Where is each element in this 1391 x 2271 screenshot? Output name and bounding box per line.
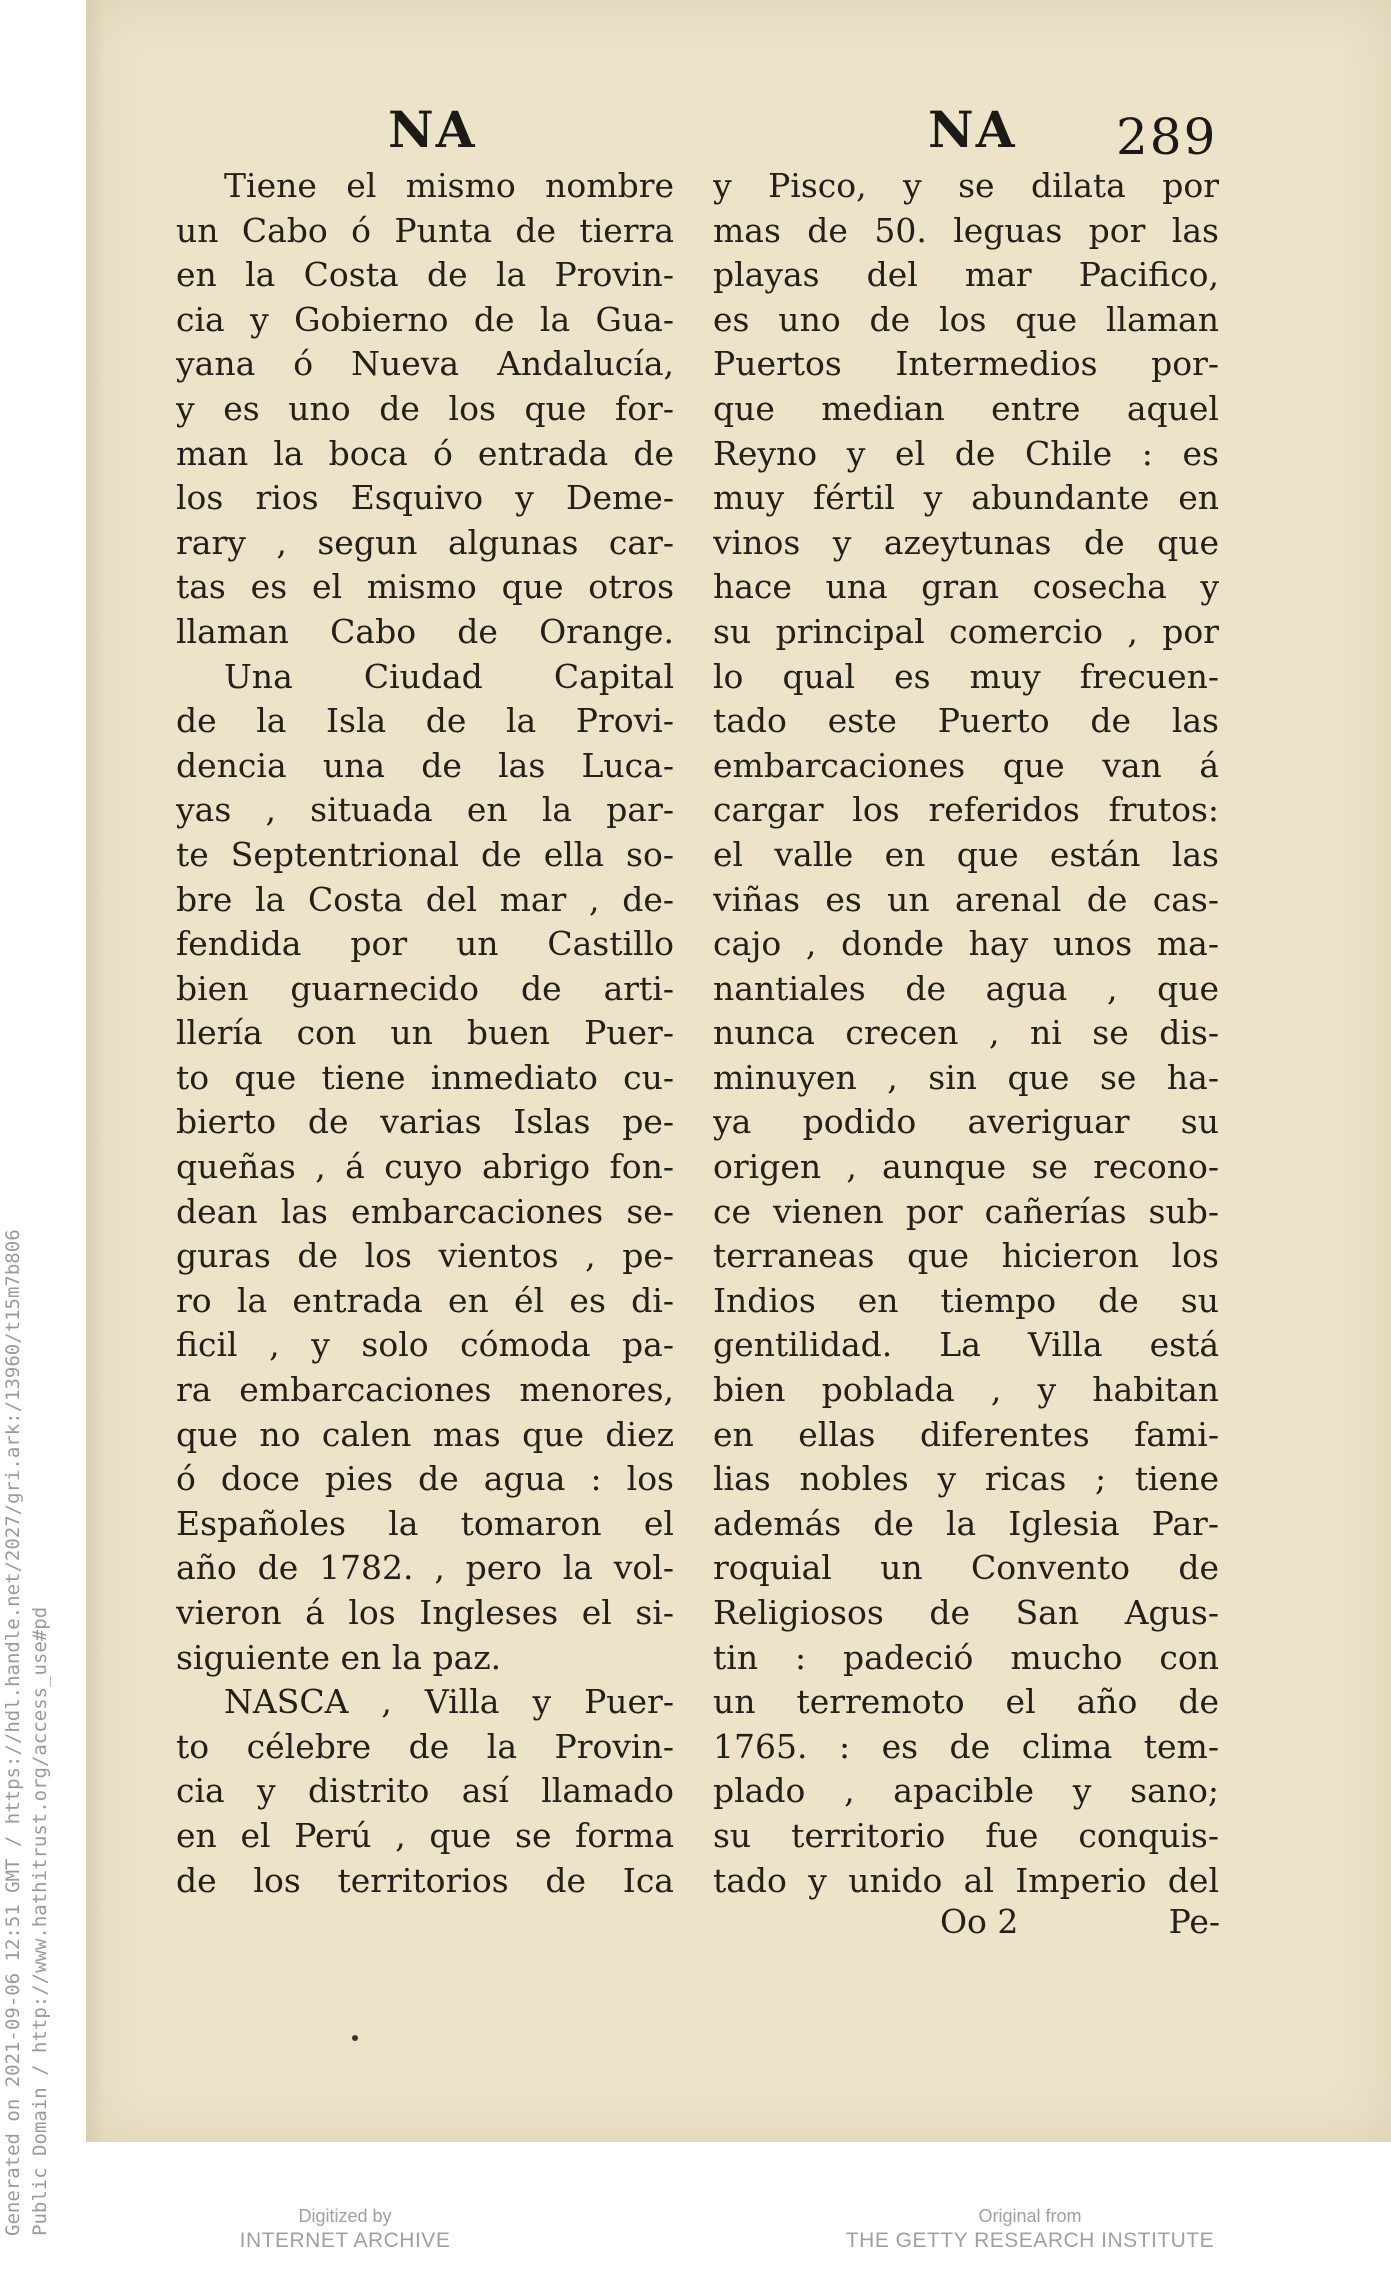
text-line: bien guarnecido de arti- — [176, 968, 674, 1008]
text-line: cargar los referidos frutos: — [713, 790, 1219, 830]
text-line: dencia una de las Luca- — [176, 745, 674, 785]
text-line: Puertos Intermedios por- — [713, 344, 1219, 384]
text-line: roquial un Convento de — [713, 1548, 1219, 1588]
text-line: llaman Cabo de Orange. — [176, 611, 674, 651]
text-line: vinos y azeytunas de que — [713, 522, 1219, 562]
text-line: en ellas diferentes fami- — [713, 1414, 1219, 1454]
text-line: que median entre aquel — [713, 388, 1219, 428]
text-line: nantiales de agua , que — [713, 968, 1219, 1008]
text-line: ficil , y solo cómoda pa- — [176, 1325, 674, 1365]
text-line: lias nobles y ricas ; tiene — [713, 1459, 1219, 1499]
text-line: ó doce pies de agua : los — [176, 1459, 674, 1499]
text-line: queñas , á cuyo abrigo fon- — [176, 1147, 674, 1187]
text-line: embarcaciones que van á — [713, 745, 1219, 785]
text-line: Reyno y el de Chile : es — [713, 433, 1219, 473]
original-from-label: Original from — [978, 2206, 1082, 2226]
text-line: tado este Puerto de las — [713, 701, 1219, 741]
text-line: Una Ciudad Capital — [224, 656, 674, 696]
text-line: además de la Iglesia Par- — [713, 1503, 1219, 1543]
text-line: hace una gran cosecha y — [713, 567, 1219, 607]
entry-heading-line: NASCA , Villa y Puer- — [224, 1682, 674, 1722]
page-footer-line — [940, 1902, 1220, 1941]
text-line: to célebre de la Provin- — [176, 1726, 674, 1766]
text-line: es uno de los que llaman — [713, 299, 1219, 339]
page-number: 289 — [1116, 108, 1218, 166]
text-line: playas del mar Pacifico, — [713, 255, 1219, 295]
page-gutter-shadow — [86, 0, 104, 2142]
text-line: nunca crecen , ni se dis- — [713, 1013, 1219, 1053]
text-line: cia y distrito así llamado — [176, 1771, 674, 1811]
text-column-left — [176, 164, 674, 1903]
text-line: un terremoto el año de — [713, 1682, 1219, 1722]
digitized-by-credit — [200, 2205, 490, 2255]
text-line: de la Isla de la Provi- — [176, 701, 674, 741]
text-line: origen , aunque se recono- — [713, 1147, 1219, 1187]
text-line: en el Perú , que se forma — [176, 1815, 674, 1855]
text-line: bre la Costa del mar , de- — [176, 879, 674, 919]
hathitrust-watermark — [0, 1086, 56, 2236]
text-line: lo qual es muy frecuen- — [713, 656, 1219, 696]
text-line: su principal comercio , por — [713, 611, 1219, 651]
text-line: un Cabo ó Punta de tierra — [176, 210, 674, 250]
text-line: yana ó Nueva Andalucía, — [176, 344, 674, 384]
text-line: mas de 50. leguas por las — [713, 210, 1219, 250]
text-line: Religiosos de San Agus- — [713, 1593, 1219, 1632]
text-line: el valle en que están las — [713, 834, 1219, 874]
text-line: fendida por un Castillo — [176, 924, 674, 964]
text-line: gentilidad. La Villa está — [713, 1325, 1219, 1365]
text-line: llería con un buen Puer- — [176, 1013, 674, 1053]
catchword: Pe- — [1168, 1902, 1220, 1941]
text-line: vieron á los Ingleses el si- — [176, 1593, 674, 1632]
text-line: dean las embarcaciones se- — [176, 1191, 674, 1231]
text-line: te Septentrional de ella so- — [176, 834, 674, 874]
text-line: cajo , donde hay unos ma- — [713, 924, 1219, 964]
text-line: de los territorios de Ica — [176, 1860, 674, 1900]
original-from-credit — [830, 2205, 1230, 2255]
text-line: que no calen mas que diez — [176, 1414, 674, 1454]
text-line: Españoles la tomaron el — [176, 1503, 674, 1543]
text-line: los rios Esquivo y Deme- — [176, 478, 674, 518]
text-line: minuyen , sin que se ha- — [713, 1057, 1219, 1097]
running-head-right: NA — [928, 100, 1017, 159]
text-line: ro la entrada en él es di- — [176, 1280, 674, 1320]
text-line: rary , segun algunas car- — [176, 522, 674, 562]
text-line: tas es el mismo que otros — [176, 567, 674, 607]
text-line: y Pisco, y se dilata por — [713, 166, 1219, 205]
text-line: yas , situada en la par- — [176, 790, 674, 830]
text-line: guras de los vientos , pe- — [176, 1236, 674, 1276]
text-line: cia y Gobierno de la Gua- — [176, 299, 674, 339]
getty-institute-name: THE GETTY RESEARCH INSTITUTE — [845, 2229, 1215, 2252]
text-line: ra embarcaciones menores, — [176, 1370, 674, 1410]
text-line: ya podido averiguar su — [713, 1102, 1219, 1142]
text-line: man la boca ó entrada de — [176, 433, 674, 473]
text-line: viñas es un arenal de cas- — [713, 879, 1219, 919]
ink-speck — [352, 2035, 358, 2041]
text-line: en la Costa de la Provin- — [176, 255, 674, 295]
text-line: siguiente en la paz. — [176, 1637, 502, 1677]
digitized-by-label: Digitized by — [298, 2206, 392, 2226]
signature-mark: Oo 2 — [940, 1902, 1019, 1941]
text-line: año de 1782. , pero la vol- — [176, 1548, 674, 1588]
text-line: bien poblada , y habitan — [713, 1370, 1219, 1410]
text-line: ce vienen por cañerías sub- — [713, 1191, 1219, 1231]
internet-archive-name: INTERNET ARCHIVE — [239, 2229, 451, 2252]
text-line: plado , apacible y sano; — [713, 1771, 1219, 1811]
text-line: 1765. : es de clima tem- — [713, 1726, 1219, 1766]
text-line: y es uno de los que for- — [176, 388, 674, 428]
text-line: su territorio fue conquis- — [713, 1815, 1219, 1855]
text-line: to que tiene inmediato cu- — [176, 1057, 674, 1097]
text-line: Tiene el mismo nombre — [224, 166, 674, 205]
text-column-right — [713, 164, 1219, 1903]
text-line: tin : padeció mucho con — [713, 1637, 1219, 1677]
text-line: tado y unido al Imperio del — [713, 1860, 1219, 1900]
watermark-rights-line: Public Domain / http://www.hathitrust.org/access_use#pd — [29, 1606, 51, 2236]
text-line: bierto de varias Islas pe- — [176, 1102, 674, 1142]
running-head-left: NA — [388, 100, 477, 159]
text-line: terraneas que hicieron los — [713, 1236, 1219, 1276]
text-line: Indios en tiempo de su — [713, 1280, 1219, 1320]
text-line: muy fértil y abundante en — [713, 478, 1219, 518]
watermark-generated-line: Generated on 2021-09-06 12:51 GMT / https://hdl.handle.net/2027/gri.ark:/13960/t15m7b806 — [2, 1229, 24, 2236]
